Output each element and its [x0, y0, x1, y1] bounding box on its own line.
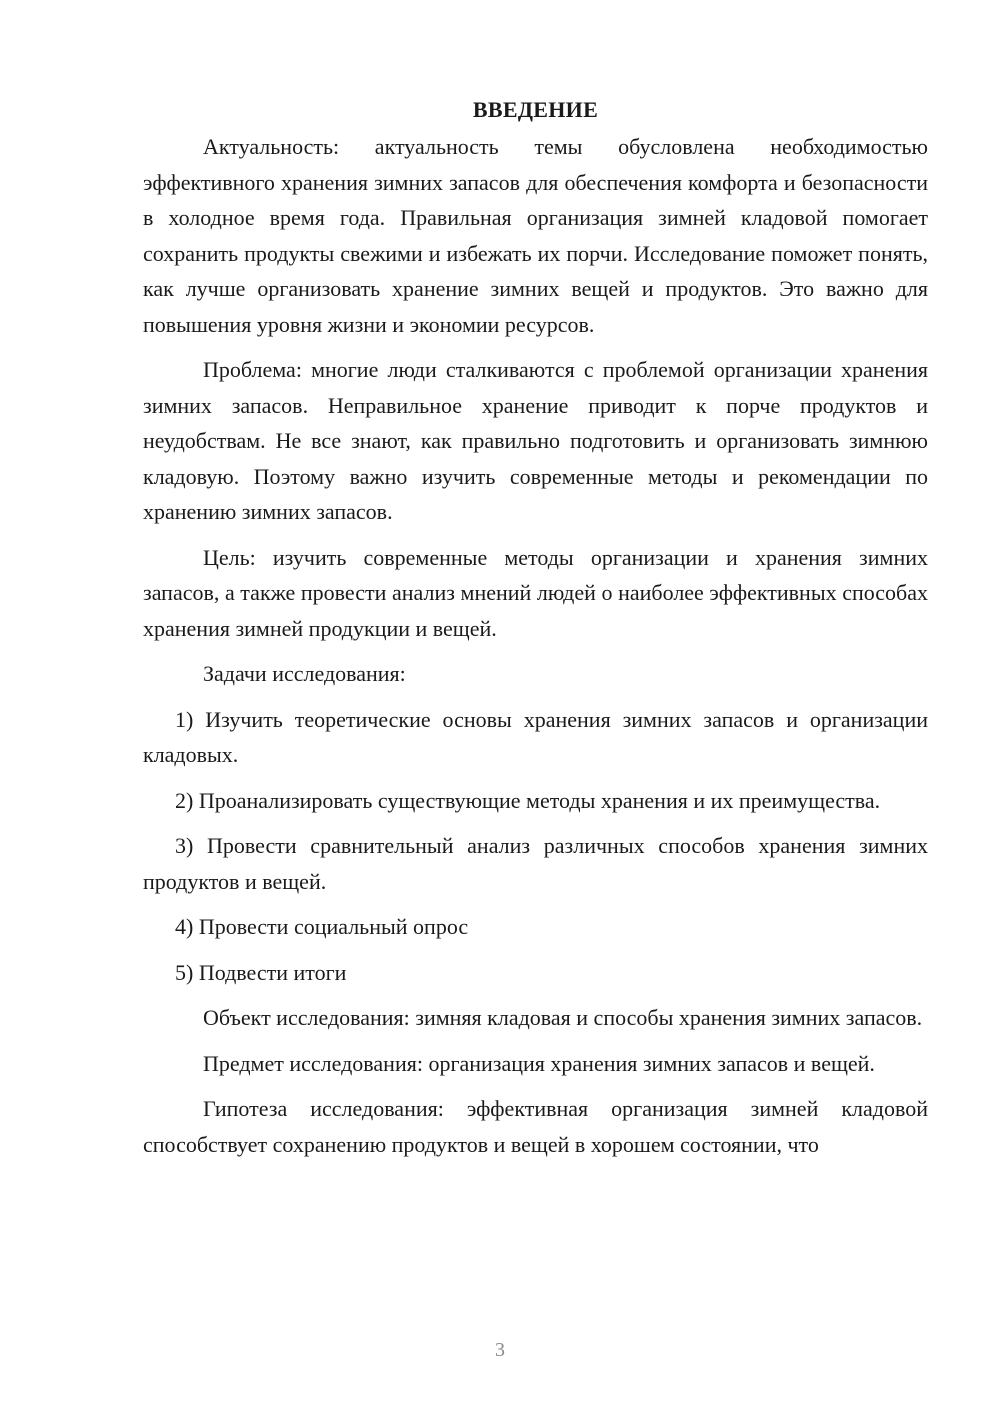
paragraph-hypothesis: Гипотеза исследования: эффективная организация зимней кладовой способствует сохранению продуктов и вещей в хорошем состоянии, что	[143, 1096, 928, 1157]
page-number: 3	[495, 1339, 505, 1361]
paragraph-goal: Цель: изучить современные методы организации и хранения зимних запасов, а также провести анализ мнений людей о наиболее эффективных способах хранения зимней продукции и вещей.	[143, 544, 928, 641]
section-heading: ВВЕДЕНИЕ	[472, 97, 599, 122]
paragraph-subject: Предмет исследования: организация хранения зимних запасов и вещей.	[203, 1050, 875, 1076]
paragraph-relevance: Актуальность: актуальность темы обусловлена необходимостью эффективного хранения зимних запасов для обеспечения комфорта и безопасности в холодное время года. Правильная организация зимней кладовой помогает сохранить продукты свежими и избежать их порчи. Исследование поможет понять, как лучше организовать хранение зимних вещей и продуктов. Это важно для повышения уровня жизни и экономии ресурсов.	[143, 134, 928, 337]
page-content	[143, 92, 928, 1172]
task-item-2: 2) Проанализировать существующие методы хранения и их преимущества.	[175, 787, 881, 813]
paragraph-problem: Проблема: многие люди сталкиваются с проблемой организации хранения зимних запасов. Неправильное хранение приводит к порче продуктов и неудобствам. Не все знают, как правильно подготовить и организовать зимнюю кладовую. Поэтому важно изучить современные методы и рекомендации по хранению зимних запасов.	[143, 357, 928, 524]
tasks-title: Задачи исследования:	[203, 661, 406, 686]
task-item-4: 4) Провести социальный опрос	[175, 914, 469, 939]
task-item-5: 5) Подвести итоги	[175, 959, 347, 985]
task-item-3: 3) Провести сравнительный анализ различных способов хранения зимних продуктов и вещей.	[143, 833, 928, 894]
paragraph-object: Объект исследования: зимняя кладовая и способы хранения зимних запасов.	[203, 1005, 923, 1030]
task-item-1: 1) Изучить теоретические основы хранения зимних запасов и организации кладовых.	[143, 706, 928, 767]
